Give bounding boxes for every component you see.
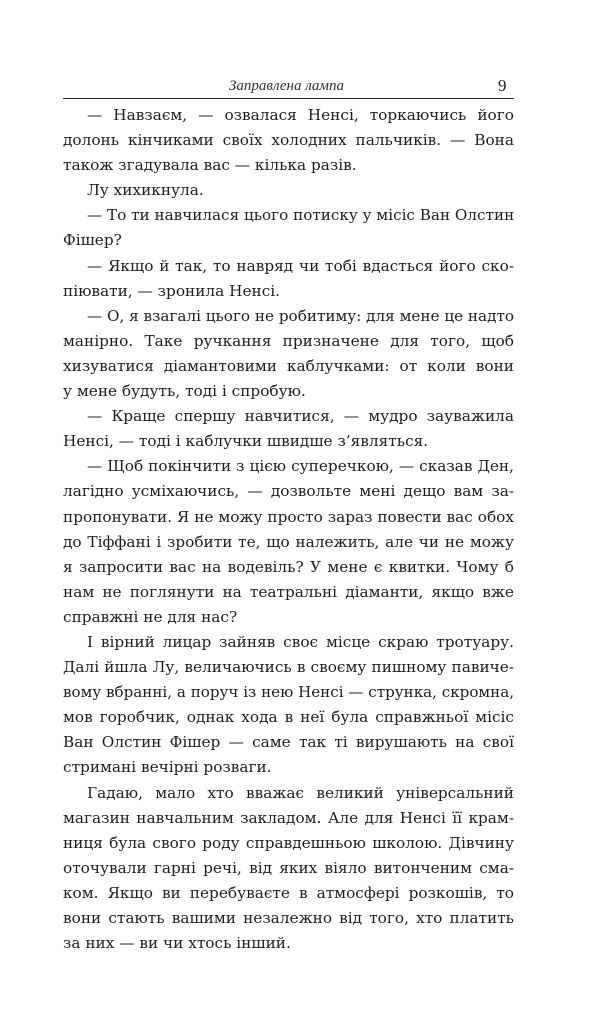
text-line: І вірний лицар зайняв своє місце скраю тротуару. [87, 632, 514, 651]
text-line: у мене будуть, тоді і спробую. [63, 382, 306, 401]
text-line: — Щоб покінчити з цією суперечкою, — сказав Ден, [87, 457, 514, 476]
text-line: до Тіффані і зробити те, що належить, але чи не можу [63, 532, 514, 551]
text-line: за них — ви чи хтось інший. [63, 934, 291, 953]
header-rule [63, 98, 514, 99]
text-line: стримані вечірні розваги. [63, 758, 272, 777]
text-line: Далі йшла Лу, величаючись в своєму пишному павиче- [63, 658, 514, 677]
text-line: Гадаю, мало хто вважає великий універсальний [87, 783, 514, 802]
text-line: Ненсі, — тоді і каблучки швидше з’являться. [63, 432, 429, 451]
text-line: — Краще спершу навчитися, — мудро зауважила [87, 407, 514, 426]
text-body [63, 103, 514, 956]
text-line: ниця була свого роду справдешньою школою. Дівчину [63, 833, 514, 852]
text-line: справжні не для нас? [63, 607, 238, 626]
text-line: долонь кінчиками своїх холодних пальчиків. — Вона [63, 131, 514, 150]
page-number: 9 [498, 76, 507, 95]
text-line: Лу хихикнула. [87, 181, 204, 200]
text-line: манірно. Таке ручкання призначене для того, щоб [63, 331, 514, 350]
running-title: Заправлена лампа [229, 78, 344, 94]
text-line: магазин навчальним закладом. Але для Ненсі її крам- [63, 808, 514, 827]
text-line: Фішер? [63, 231, 122, 250]
text-line: я запросити вас на водевіль? У мене є квитки. Чому б [63, 557, 514, 576]
text-line: — Навзаєм, — озвалася Ненсі, торкаючись його [87, 106, 514, 124]
text-line: оточували гарні речі, від яких віяло витонченим сма- [63, 858, 514, 877]
text-line: нам не поглянути на театральні діаманти, якщо вже [63, 582, 514, 601]
text-line: мов горобчик, однак хода в неї була справжньої місіс [63, 708, 514, 727]
text-line: хизуватися діамантовими каблучками: от коли вони [63, 356, 514, 375]
text-line: вони стають вашими незалежно від того, хто платить [63, 909, 514, 927]
text-line: — О, я взагалі цього не робитиму: для мене це надто [87, 306, 514, 325]
text-line: вому вбранні, а поруч із нею Ненсі — струнка, скромна, [63, 683, 514, 702]
text-line: — Якщо й так, то навряд чи тобі вдасться його ско- [87, 256, 514, 275]
text-line: піювати, — зронила Ненсі. [63, 281, 281, 300]
text-line: лагідно усміхаючись, — дозвольте мені дещо вам за- [63, 482, 514, 501]
text-line: — То ти навчилася цього потиску у місіс Ван Олстин [87, 206, 515, 225]
text-line: пропонувати. Я не можу просто зараз повести вас обох [63, 507, 514, 526]
text-line: ком. Якщо ви перебуваєте в атмосфері розкошів, то [63, 883, 514, 902]
text-line: Ван Олстин Фішер — саме так ті вирушають на свої [63, 733, 514, 752]
text-line: також згадувала вас — кілька разів. [63, 156, 357, 175]
